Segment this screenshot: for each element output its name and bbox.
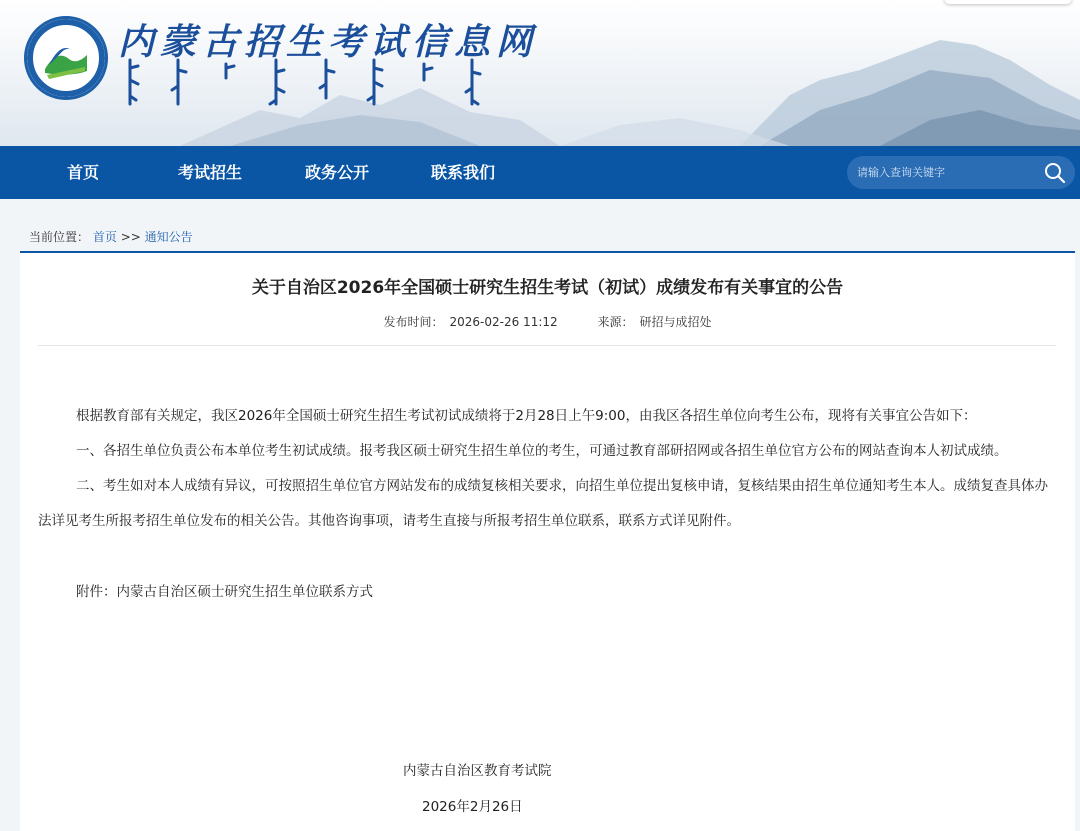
site-title: 内蒙古招生考试信息网 xyxy=(118,21,539,63)
nav-item-contact[interactable]: 联系我们 xyxy=(431,163,496,182)
search-icon[interactable] xyxy=(1043,161,1067,185)
top-bar-pill xyxy=(944,0,1072,4)
publish-label: 发布时间： xyxy=(383,315,444,329)
source-value: 研招与成招处 xyxy=(639,315,712,329)
article-container xyxy=(20,253,1075,831)
breadcrumb-current-link[interactable]: 通知公告 xyxy=(144,230,193,244)
article-title: 关于自治区2026年全国硕士研究生招生考试（初试）成绩发布有关事宜的公告 xyxy=(251,278,844,298)
nav-item-exams[interactable]: 考试招生 xyxy=(178,163,243,182)
site-logo xyxy=(24,16,108,100)
signature-org: 内蒙古自治区教育考试院 xyxy=(403,763,552,779)
source-label: 来源： xyxy=(597,315,634,329)
signature-date: 2026年2月26日 xyxy=(422,799,523,815)
main-nav xyxy=(0,146,1080,199)
search-box xyxy=(847,156,1075,189)
header-banner xyxy=(0,0,1080,146)
publish-time xyxy=(383,315,557,329)
article-paragraph: 根据教育部有关规定，我区2026年全国硕士研究生招生考试初试成绩将于2月28日上午9:00，由我区各招生单位向考生公布，现将有关事宜公告如下： xyxy=(76,408,977,424)
attachment-text[interactable]: 附件：内蒙古自治区硕士研究生招生单位联系方式 xyxy=(76,584,373,600)
article-meta xyxy=(20,313,1075,330)
breadcrumb-separator: >> xyxy=(120,230,141,244)
source xyxy=(597,315,711,329)
breadcrumb-home-link[interactable]: 首页 xyxy=(92,230,117,244)
search-input[interactable] xyxy=(857,156,1037,189)
nav-item-gov-affairs[interactable]: 政务公开 xyxy=(305,163,370,182)
nav-item-home[interactable]: 首页 xyxy=(67,163,100,182)
article-paragraph: 二、考生如对本人成绩有异议，可按照招生单位官方网站发布的成绩复核相关要求，向招生单位提出复核申请，复核结果由招生单位通知考生本人。成绩复查具体办法详见考生所报考招生单位发布的相关公告。其他咨询事项，请考生直接与所报考招生单位联系，联系方式详见附件。 xyxy=(38,478,1048,529)
meta-divider xyxy=(38,345,1056,346)
breadcrumb-prefix: 当前位置： xyxy=(29,230,90,244)
article-paragraph: 一、各招生单位负责公布本单位考生初试成绩。报考我区硕士研究生招生单位的考生，可通过教育部研招网或各招生单位官方公布的网站查询本人初试成绩。 xyxy=(76,443,1008,459)
mongolian-script-logo xyxy=(126,58,496,108)
breadcrumb xyxy=(29,228,193,245)
publish-value: 2026-02-26 11:12 xyxy=(449,315,558,329)
